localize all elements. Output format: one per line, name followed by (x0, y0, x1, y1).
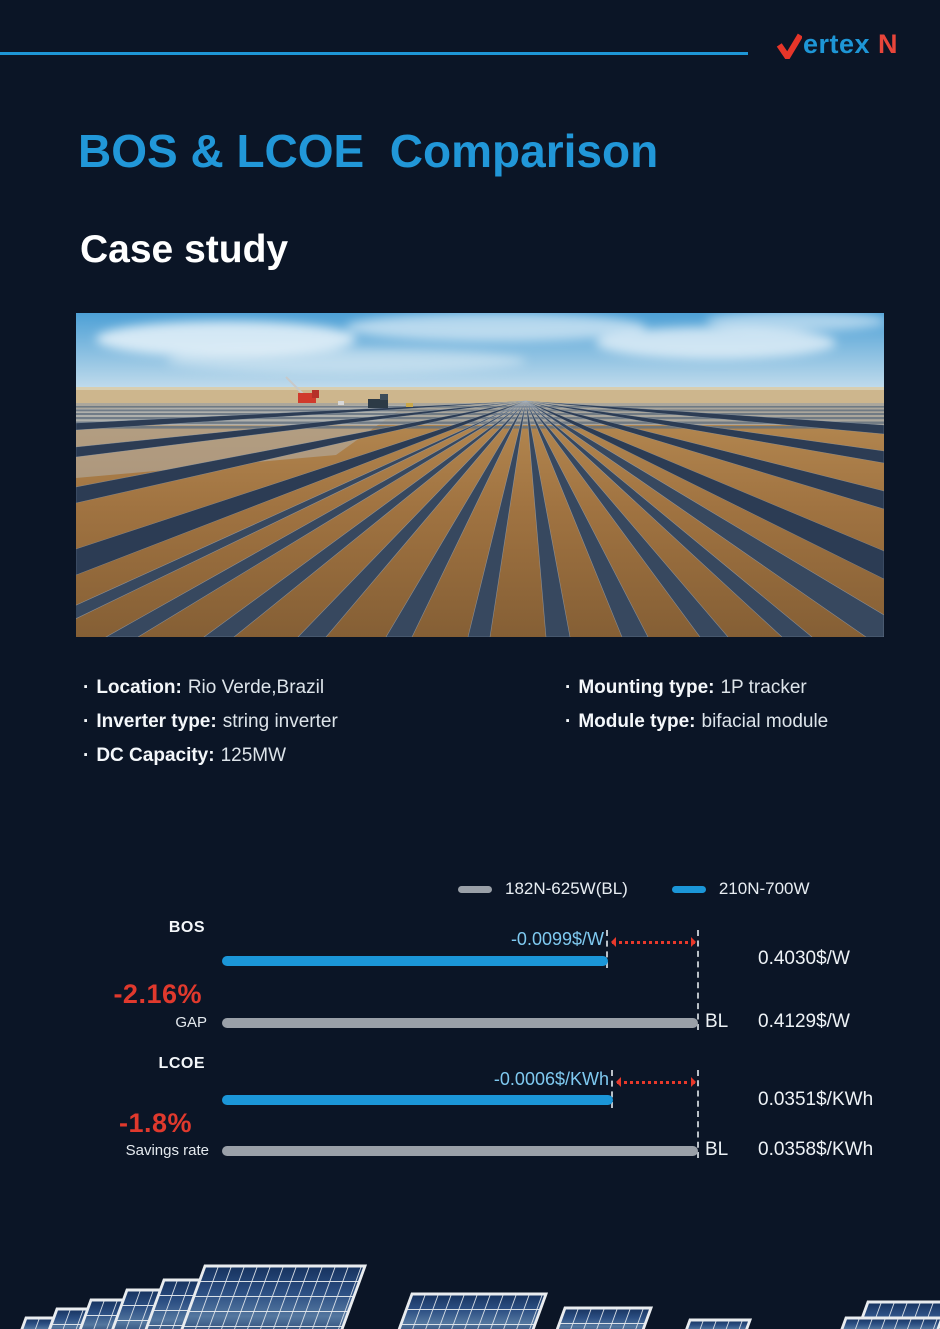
page-title: BOS & LCOE Comparison (78, 125, 659, 177)
brand-name-part: ertex (802, 29, 870, 59)
bos-bar-baseline (222, 1018, 698, 1028)
check-icon (776, 33, 802, 59)
lcoe-value-baseline: 0.0358$/KWh (758, 1139, 874, 1160)
bos-baseline-marker: BL (705, 1011, 729, 1032)
detail-dc-capacity (83, 739, 338, 773)
detail-label: Module type: (578, 711, 696, 732)
bos-row-label: GAP (175, 1014, 207, 1031)
bullet: · (565, 677, 572, 698)
brand-series-letter: N (878, 29, 898, 59)
bullet: · (565, 711, 572, 732)
detail-location (83, 671, 338, 705)
bos-value-210n: 0.4030$/W (758, 948, 850, 969)
lcoe-row-label: Savings rate (125, 1142, 209, 1159)
lcoe-savings-percent: -1.8% (118, 1108, 192, 1138)
detail-value: string inverter (222, 711, 338, 732)
lcoe-delta-value: -0.0006$/KWh (493, 1069, 609, 1089)
detail-value: Rio Verde,Brazil (187, 677, 325, 698)
bos-gap-arrow (612, 941, 695, 944)
legend-label: 210N-700W (718, 879, 810, 898)
detail-label: DC Capacity: (96, 745, 215, 766)
case-details-right (565, 671, 828, 739)
solar-farm-photo (76, 313, 884, 637)
detail-inverter-type (83, 705, 338, 739)
brand-logo (776, 29, 898, 60)
lcoe-baseline-marker: BL (705, 1139, 729, 1160)
bullet: · (83, 677, 90, 698)
detail-label: Inverter type: (96, 711, 217, 732)
lcoe-bar-baseline (222, 1146, 698, 1156)
bos-savings-percent: -2.16% (113, 979, 202, 1009)
legend-label: 182N-625W(BL) (505, 879, 628, 898)
bullet: · (83, 745, 90, 766)
bos-value-baseline: 0.4129$/W (758, 1011, 850, 1032)
lcoe-gap-arrow (617, 1081, 695, 1084)
lcoe-bar-210n (222, 1095, 613, 1105)
solar-farm-illustration (76, 313, 884, 637)
solar-panels-graphic (0, 1214, 940, 1329)
bos-bar-210n (222, 956, 608, 966)
metric-label-lcoe: LCOE (158, 1055, 205, 1072)
bos-delta-value: -0.0099$/W (510, 929, 604, 949)
lcoe-value-210n: 0.0351$/KWh (758, 1089, 874, 1110)
detail-label: Mounting type: (578, 677, 715, 698)
detail-label: Location: (96, 677, 182, 698)
case-details-left (83, 671, 338, 773)
detail-module-type (565, 705, 828, 739)
detail-value: 1P tracker (720, 677, 807, 698)
legend-swatch-blue (672, 886, 706, 893)
chart-legend (458, 879, 810, 899)
detail-value: bifacial module (701, 711, 829, 732)
header-rule (0, 52, 748, 55)
legend-item-baseline (458, 879, 628, 899)
panel-cluster (21, 1266, 940, 1329)
legend-swatch-gray (458, 886, 492, 893)
detail-value: 125MW (220, 745, 287, 766)
detail-mounting-type (565, 671, 828, 705)
legend-item-210n (672, 879, 810, 899)
bullet: · (83, 711, 90, 732)
metric-label-bos: BOS (168, 919, 205, 936)
section-title: Case study (80, 228, 289, 271)
